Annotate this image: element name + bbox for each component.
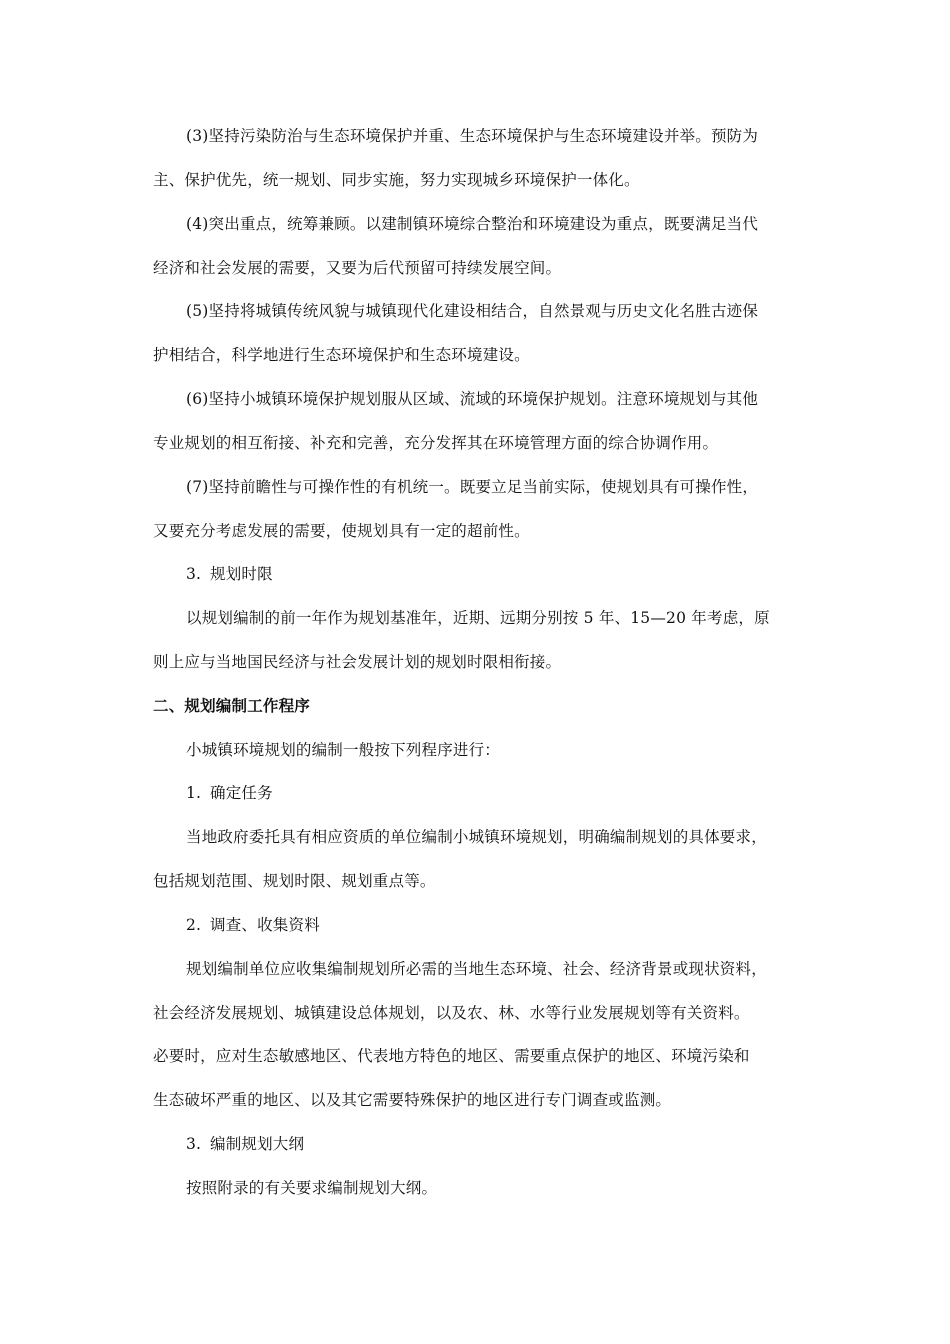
paragraph-line: (5)坚持将城镇传统风貌与城镇现代化建设相结合，自然景观与历史文化名胜古迹保	[186, 302, 759, 320]
paragraph-line: 包括规划范围、规划时限、规划重点等。	[153, 872, 436, 890]
paragraph-line: 当地政府委托具有相应资质的单位编制小城镇环境规划，明确编制规划的具体要求，	[186, 828, 767, 846]
paragraph-line: 必要时，应对生态敏感地区、代表地方特色的地区、需要重点保护的地区、环境污染和	[153, 1047, 750, 1065]
paragraph-line: 生态破坏严重的地区、以及其它需要特殊保护的地区进行专门调查或监测。	[153, 1091, 672, 1109]
paragraph-line: (4)突出重点，统筹兼顾。以建制镇环境综合整治和环境建设为重点，既要满足当代	[186, 215, 759, 233]
paragraph-line: (6)坚持小城镇环境保护规划服从区域、流域的环境保护规划。注意环境规划与其他	[186, 390, 759, 408]
list-item-heading	[186, 782, 813, 804]
section-heading: 二、规划编制工作程序	[153, 697, 311, 715]
list-item-heading	[186, 1133, 813, 1155]
paragraph-line: 则上应与当地国民经济与社会发展计划的规划时限相衔接。	[153, 653, 562, 671]
paragraph-line: 经济和社会发展的需要，又要为后代预留可持续发展空间。	[153, 259, 562, 277]
item-label: 确定任务	[210, 784, 273, 802]
paragraph-line: 按照附录的有关要求编制规划大纲。	[186, 1179, 438, 1197]
paragraph-line: (7)坚持前瞻性与可操作性的有机统一。既要立足当前实际，使规划具有可操作性，	[186, 478, 759, 496]
list-item-heading	[186, 914, 813, 936]
paragraph-line: 社会经济发展规划、城镇建设总体规划，以及农、林、水等行业发展规划等有关资料。	[153, 1004, 750, 1022]
item-label: 规划时限	[210, 565, 273, 583]
paragraph-line: 又要充分考虑发展的需要，使规划具有一定的超前性。	[153, 522, 530, 540]
paragraph-line: 主、保护优先，统一规划、同步实施，努力实现城乡环境保护一体化。	[153, 171, 640, 189]
paragraph-line: 护相结合，科学地进行生态环境保护和生态环境建设。	[153, 346, 530, 364]
paragraph-line: 小城镇环境规划的编制一般按下列程序进行：	[186, 741, 501, 759]
paragraph-line: (3)坚持污染防治与生态环境保护并重、生态环境保护与生态环境建设并举。预防为	[186, 127, 759, 145]
paragraph-line: 规划编制单位应收集编制规划所必需的当地生态环境、社会、经济背景或现状资料，	[186, 960, 767, 978]
item-label: 编制规划大纲	[210, 1135, 305, 1153]
item-label: 调查、收集资料	[210, 916, 320, 934]
paragraph-line: 专业规划的相互衔接、补充和完善，充分发挥其在环境管理方面的综合协调作用。	[153, 434, 719, 452]
list-item-heading	[186, 563, 813, 585]
item-number: 2.	[186, 916, 202, 934]
item-number: 1.	[186, 784, 202, 802]
item-number: 3.	[186, 1135, 202, 1153]
paragraph-line: 以规划编制的前一年作为规划基准年，近期、远期分别按 5 年、15—20 年考虑，原	[186, 609, 770, 627]
item-number: 3.	[186, 565, 202, 583]
